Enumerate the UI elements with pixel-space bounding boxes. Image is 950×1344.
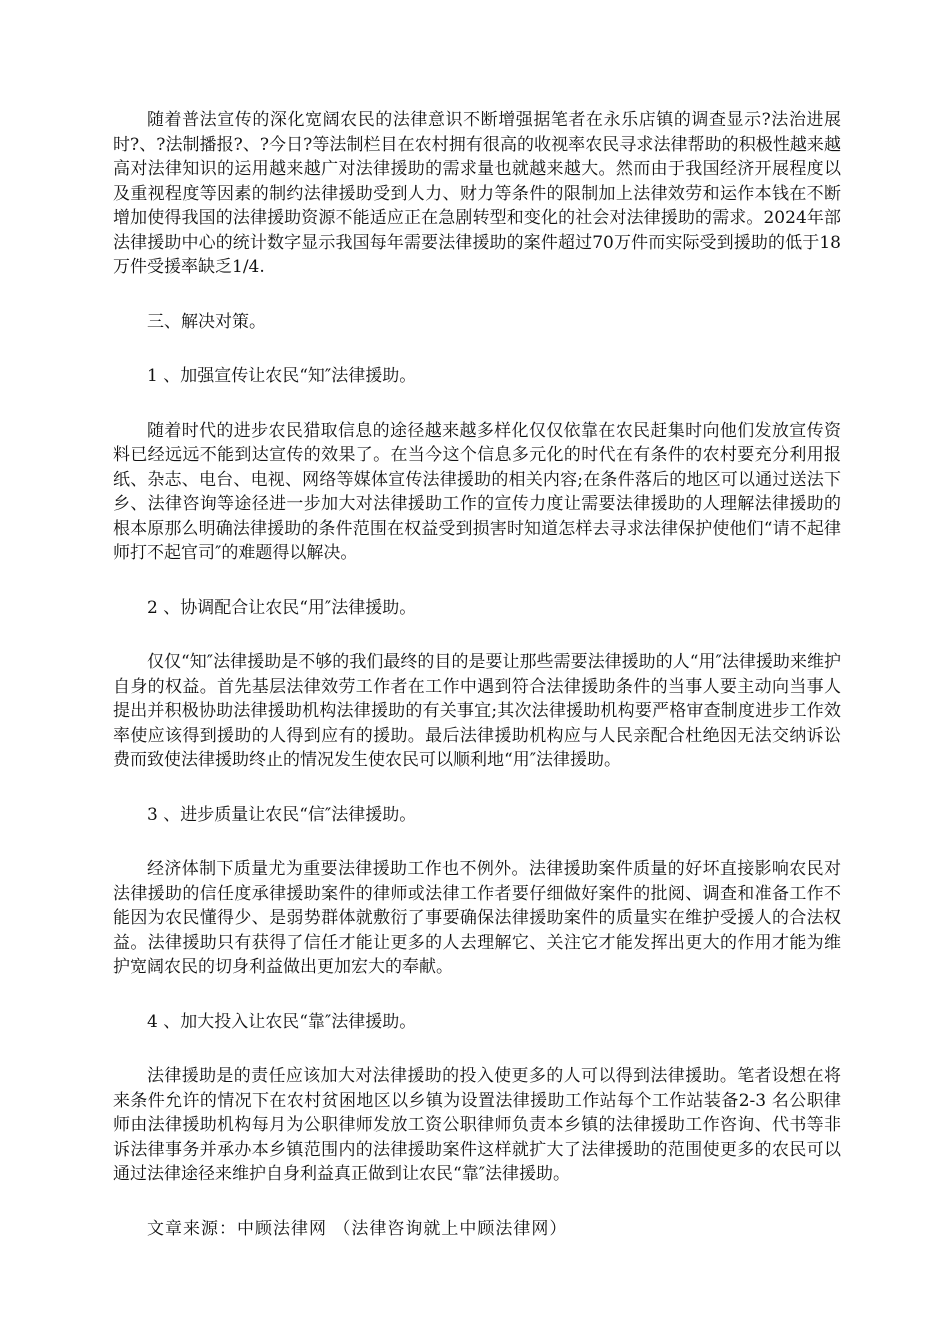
paragraph-know: 随着时代的进步农民猎取信息的途径越来越多样化仅仅依靠在农民赶集时向他们发放宣传资料已经远远不能到达宣传的效果了。在当今这个信息多元化的时代在有条件的农村要充分利用报纸、杂志、电台、电视、网络等媒体宣传法律援助的相关内容;在条件落后的地区可以通过送法下乡、法律咨询等途径进一步加大对法律援助工作的宣传力度让需要法律援助的人理解法律援助的根本原那么明确法律援助的条件范围在权益受到损害时知道怎样去寻求法律保护使他们“请不起律师打不起官司″的难题得以解决。 <box>113 420 841 563</box>
article-body <box>113 108 841 1241</box>
article-source: 文章来源：中顾法律网 （法律咨询就上中顾法律网） <box>147 1218 568 1239</box>
subheading-know: 1 、加强宣传让农民“知″法律援助。 <box>147 366 417 386</box>
paragraph-intro: 随着普法宣传的深化宽阔农民的法律意识不断增强据笔者在永乐店镇的调查显示?法治进展时?、?法制播报?、?今日?等法制栏目在农村拥有很高的收视率农民寻求法律帮助的积极性越来越高对法律知识的运用越来越广对法律援助的需求量也就越来越大。然而由于我国经济开展程度以及重视程度等因素的制约法律援助受到人力、财力等条件的限制加上法律效劳和运作本钱在不断增加使得我国的法律援助资源不能适应正在急剧转型和变化的社会对法律援助的需求。2024年部法律援助中心的统计数字显示我国每年需要法律援助的案件超过70万件而实际受到援助的低于18万件受援率缺乏1/4. <box>113 110 841 277</box>
paragraph-trust: 经济体制下质量尤为重要法律援助工作也不例外。法律援助案件质量的好坏直接影响农民对法律援助的信任度承律援助案件的律师或法律工作者要仔细做好案件的批阅、调查和准备工作不能因为农民懂得少、是弱势群体就敷衍了事要确保法律援助案件的质量实在维护受援人的合法权益。法律援助只有获得了信任才能让更多的人去理解它、关注它才能发挥出更大的作用才能为维护宽阔农民的切身利益做出更加宏大的奉献。 <box>113 859 841 977</box>
section-heading-solutions: 三、解决对策。 <box>147 311 266 332</box>
paragraph-rely: 法律援助是的责任应该加大对法律援助的投入使更多的人可以得到法律援助。笔者设想在将来条件允许的情况下在农村贫困地区以乡镇为设置法律援助工作站每个工作站装备2-3 名公职律师由法律援助机构每月为公职律师发放工资公职律师负责本乡镇的法律援助工作咨询、代书等非诉法律事务并承办本乡镇范围内的法律援助案件这样就扩大了法律援助的范围使更多的农民可以通过法律途径来维护自身利益真正做到让农民“靠″法律援助。 <box>113 1066 841 1184</box>
paragraph-use: 仅仅“知″法律援助是不够的我们最终的目的是要让那些需要法律援助的人“用″法律援助来维护自身的权益。首先基层法律效劳工作者在工作中遇到符合法律援助条件的当事人要主动向当事人提出并积极协助法律援助机构法律援助的有关事宜;其次法律援助机构要严格审查制度进步工作效率使应该得到援助的人得到应有的援助。最后法律援助机构应与人民亲配合杜绝因无法交纳诉讼费而致使法律援助终止的情况发生使农民可以顺利地“用″法律援助。 <box>113 652 841 770</box>
subheading-trust: 3 、进步质量让农民“信″法律援助。 <box>147 804 417 825</box>
subheading-rely: 4 、加大投入让农民“靠″法律援助。 <box>147 1011 417 1032</box>
subheading-use: 2 、协调配合让农民“用″法律援助。 <box>147 597 417 618</box>
